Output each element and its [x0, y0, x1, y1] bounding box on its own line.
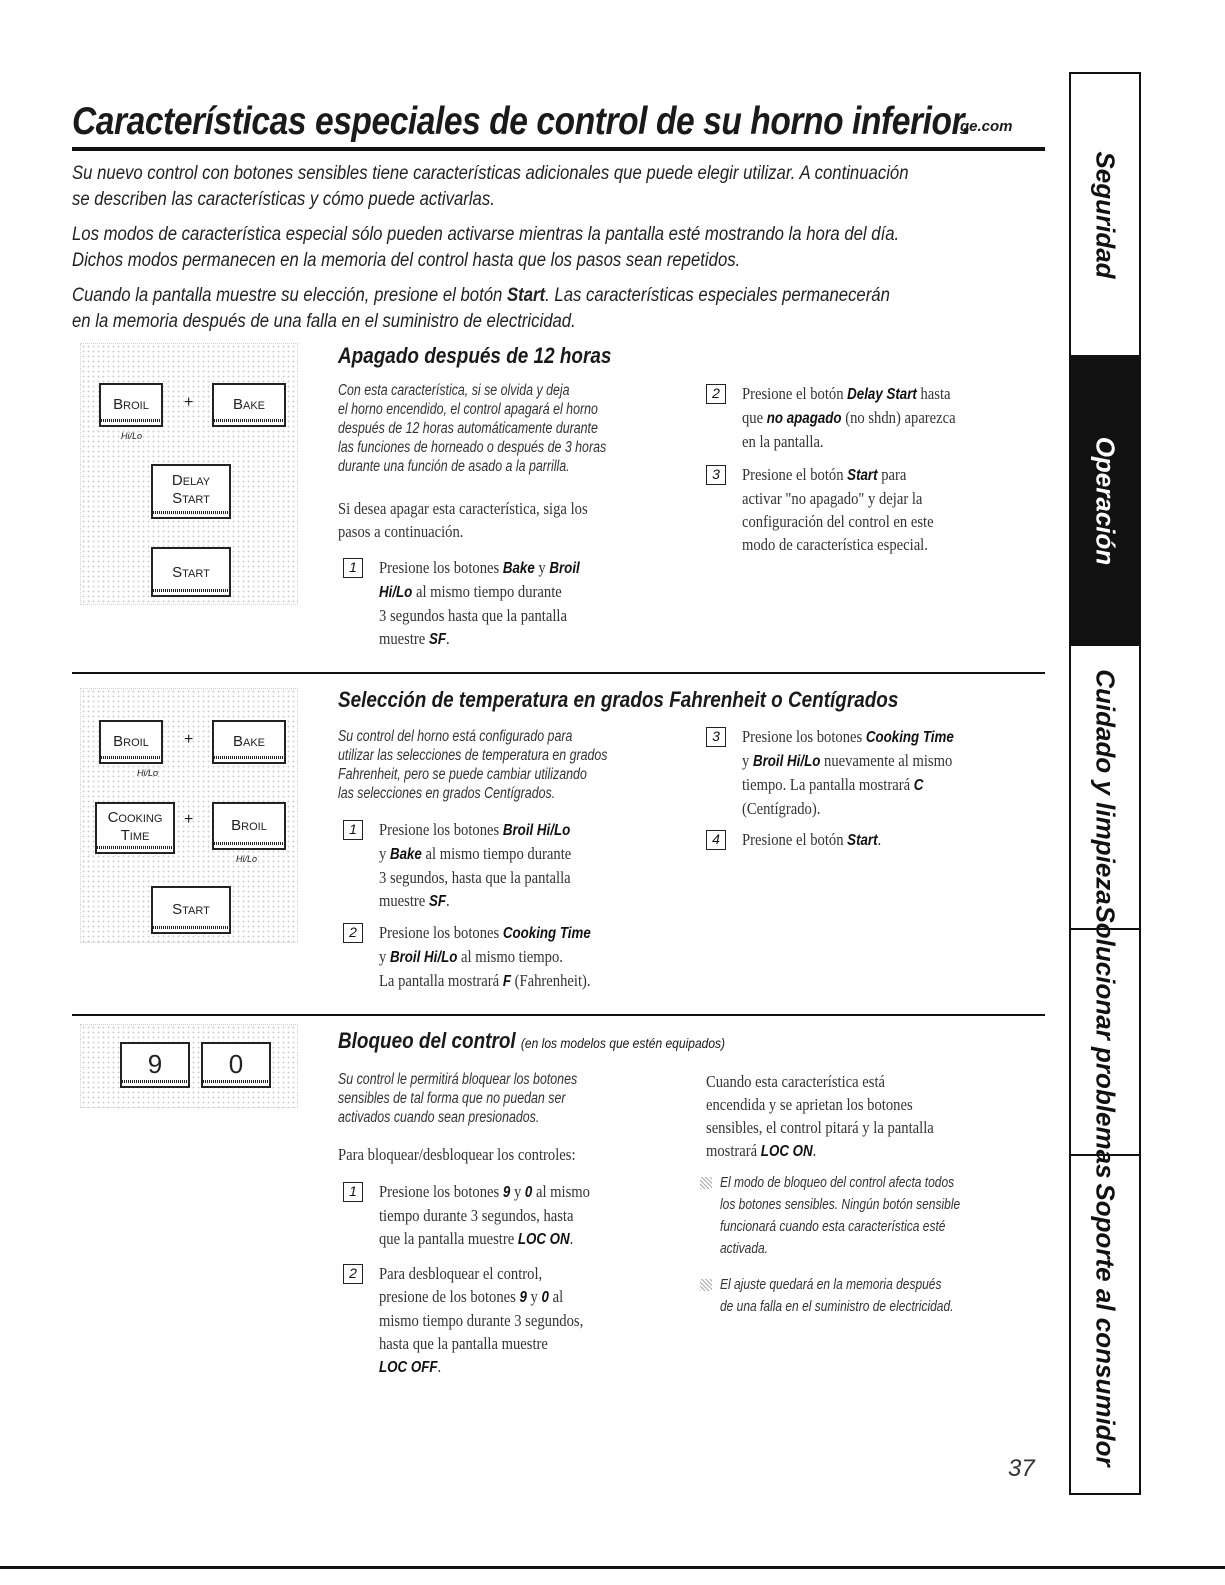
bottom-rule: [0, 1566, 1225, 1569]
control-panel-illustration-3: [80, 1024, 298, 1108]
control-panel-illustration-2: [80, 688, 298, 943]
page-title: Características especiales de control de su horno inferior.: [72, 100, 972, 143]
title-rule: [72, 147, 1045, 151]
tab-solucionar-problemas[interactable]: Solucionar problemas: [1071, 930, 1139, 1156]
section3-note-1: El modo de bloqueo del control afecta todos los botones sensibles. Ningún botón sensible funcionará cuando esta característica esté activada.: [700, 1172, 1050, 1264]
broil-key: Broil: [99, 383, 163, 427]
section3-note-2: El ajuste quedará en la memoria después de una falla en el suministro de electricidad.: [700, 1274, 1050, 1320]
intro-paragraph-1: Su nuevo control con botones sensibles tiene características adicionales que puede elegir utilizar. A continuación se describen las características y cómo puede activarlas.: [72, 163, 909, 210]
intro-paragraph-3: Cuando la pantalla muestre su elección, presione el botón Start. Las características especiales permanecerán en la memoria después de una falla en el suministro de electricidad.: [72, 285, 890, 332]
tab-seguridad[interactable]: Seguridad: [1071, 74, 1139, 357]
delay-start-key: Delay Start: [151, 464, 231, 519]
section-heading-shutoff: Apagado después de 12 horas: [338, 343, 612, 368]
section2-step-1: 1 Presione los botones Broil Hi/Lo y Bake al mismo tiempo durante 3 segundos, hasta que la pantalla muestre SF.: [343, 818, 683, 918]
section1-description: Con esta característica, si se olvida y deja el horno encendido, el control apagará el horno después de 12 horas automáticamente durante las funciones de horneado o después de 3 horas durante una función de asado a la parrilla.: [338, 382, 607, 475]
digit-0-key: 0: [201, 1042, 271, 1088]
section3-right-paragraph: Cuando esta característica está encendida y se aprietan los botones sensibles, el control pitará y la pantalla mostrará LOC ON.: [706, 1072, 934, 1160]
start-key: Start: [151, 547, 231, 597]
tab-soporte-al-consumidor[interactable]: Soporte al consumidor: [1090, 1182, 1121, 1467]
section2-step-4: 4 Presione el botón Start.: [706, 828, 1046, 858]
section1-step-1: 1 Presione los botones Bake y Broil Hi/Lo al mismo tiempo durante 3 segundos hasta que la pantalla muestre SF.: [343, 556, 683, 656]
note-bullet-icon: [700, 1177, 712, 1189]
section3-step-2: 2 Para desbloquear el control, presione de los botones 9 y 0 al mismo tiempo durante 3 segundos, hasta que la pantalla muestre LOC OFF.: [343, 1262, 683, 1387]
section2-step-3: 3 Presione los botones Cooking Time y Broil Hi/Lo nuevamente al mismo tiempo. La pantalla mostrará C (Centígrado).: [706, 725, 1046, 825]
bake-key: Bake: [212, 383, 286, 427]
section1-step-3: 3 Presione el botón Start para activar "no apagado" y dejar la configuración del control en este modo de característica especial.: [706, 463, 1046, 563]
section3-step-1: 1 Presione los botones 9 y 0 al mismo tiempo durante 3 segundos, hasta que la pantalla muestre LOC ON.: [343, 1180, 683, 1255]
section2-description: Su control del horno está configurado para utilizar las selecciones de temperatura en grados Fahrenheit, pero se puede cambiar utilizando las selecciones en grados Centígrados.: [338, 728, 608, 802]
broil-key: Broil: [99, 720, 163, 764]
hi-lo-label: Hi/Lo: [121, 431, 143, 441]
section1-step-2: 2 Presione el botón Delay Start hasta que no apagado (no shdn) aparezca en la pantalla.: [706, 382, 1046, 457]
side-navigation-tabs: [1069, 72, 1141, 1495]
start-key: Start: [151, 886, 231, 934]
section3-description: Su control le permitirá bloquear los botones sensibles de tal forma que no puedan ser activados cuando sean presionados.: [338, 1071, 578, 1126]
section3-paragraph: Para bloquear/desbloquear los controles:: [338, 1145, 576, 1164]
page-number: 37: [1008, 1455, 1035, 1482]
tab-cuidado-y-limpieza[interactable]: Cuidado y limpieza: [1071, 646, 1139, 930]
section-heading-lockout: Bloqueo del control (en los modelos que estén equipados): [338, 1028, 726, 1053]
tab-operacion[interactable]: Operación: [1071, 357, 1139, 646]
website-label: ge.com: [960, 118, 1013, 135]
hi-lo-label: Hi/Lo: [137, 768, 159, 778]
control-panel-illustration-1: [80, 343, 298, 605]
cooking-time-key: Cooking Time: [95, 802, 175, 854]
digit-9-key: 9: [120, 1042, 190, 1088]
broil-key-2: Broil: [212, 802, 286, 850]
section1-paragraph: Si desea apagar esta característica, siga los pasos a continuación.: [338, 499, 588, 541]
intro-paragraph-2: Los modos de característica especial sólo pueden activarse mientras la pantalla esté mostrando la hora del día. Dichos modos permanecen en la memoria del control hasta que los pasos sean repetidos.: [72, 224, 900, 271]
section2-step-2: 2 Presione los botones Cooking Time y Broil Hi/Lo al mismo tiempo. La pantalla mostrará F (Fahrenheit).: [343, 921, 683, 996]
bake-key: Bake: [212, 720, 286, 764]
section-divider-1: [72, 672, 1045, 674]
plus-sign: +: [184, 731, 194, 748]
note-bullet-icon: [700, 1279, 712, 1291]
plus-sign: +: [184, 394, 194, 411]
plus-sign: +: [184, 811, 194, 828]
section-divider-2: [72, 1014, 1045, 1016]
section-heading-temperature: Selección de temperatura en grados Fahrenheit o Centígrados: [338, 687, 899, 712]
hi-lo-label: Hi/Lo: [236, 854, 258, 864]
